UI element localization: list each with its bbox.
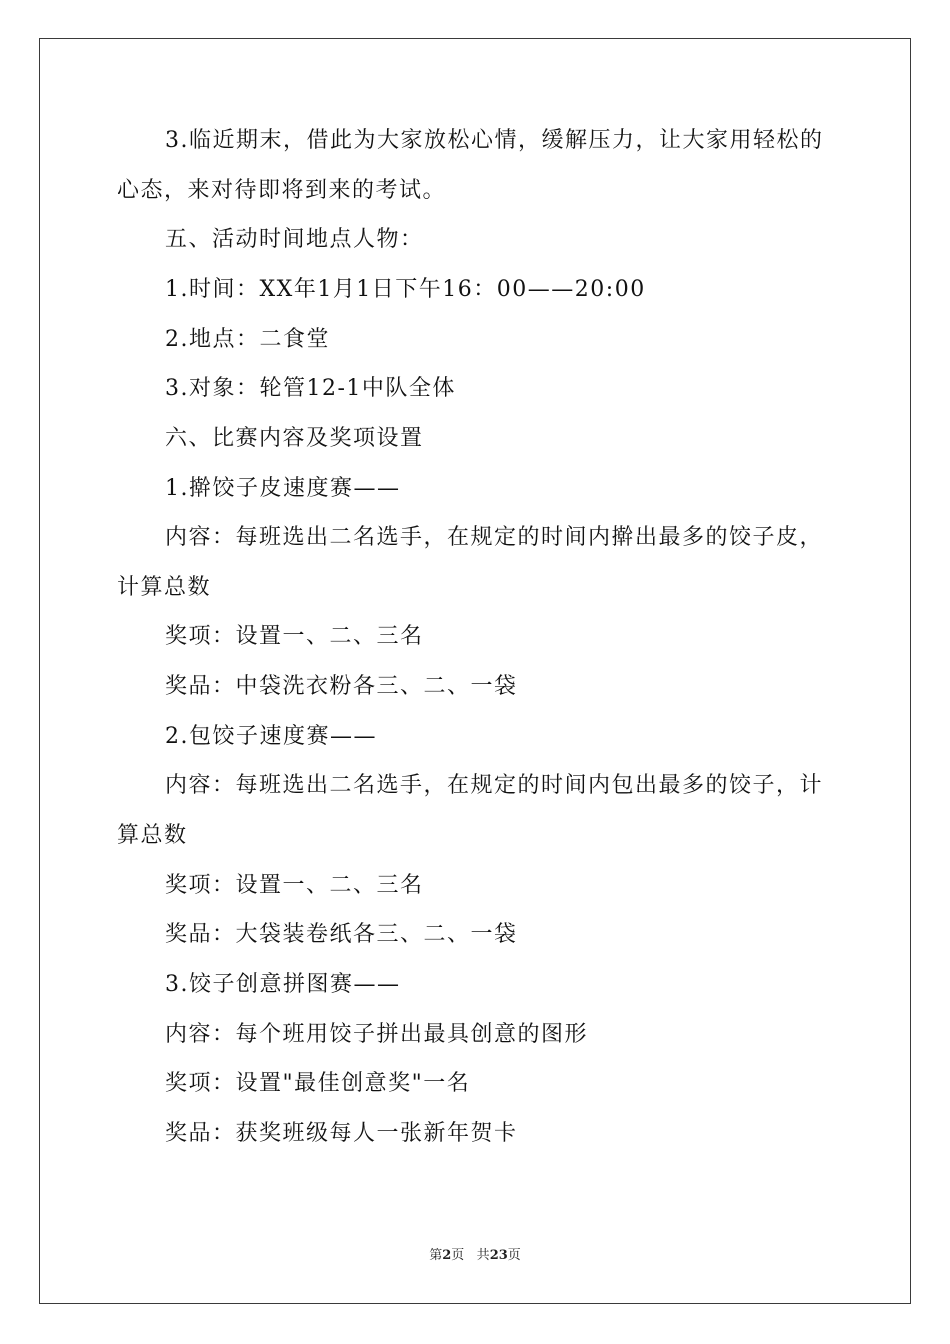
paragraph-line: 奖项：设置一、二、三名 bbox=[165, 624, 424, 649]
paragraph-line: 奖品：大袋装卷纸各三、二、一袋 bbox=[165, 922, 518, 947]
paragraph-line: 奖品：中袋洗衣粉各三、二、一袋 bbox=[165, 674, 518, 699]
paragraph-line: 3.饺子创意拼图赛—— bbox=[165, 972, 401, 997]
paragraph-line: 奖项：设置一、二、三名 bbox=[165, 873, 424, 898]
footer-total-unit: 页 bbox=[507, 1248, 521, 1263]
footer-total-prefix: 共 bbox=[476, 1248, 490, 1263]
section-heading: 六、比赛内容及奖项设置 bbox=[165, 426, 424, 451]
paragraph-line: 计算总数 bbox=[117, 575, 212, 600]
paragraph-line: 3.临近期末，借此为大家放松心情，缓解压力，让大家用轻松的 bbox=[165, 128, 824, 153]
paragraph-line: 2.地点：二食堂 bbox=[165, 327, 330, 352]
footer-page-unit: 页 bbox=[451, 1248, 465, 1263]
paragraph-line: 2.包饺子速度赛—— bbox=[165, 724, 377, 749]
total-page-count: 23 bbox=[489, 1248, 508, 1263]
footer-prefix: 第 bbox=[429, 1248, 443, 1263]
paragraph-line: 奖项：设置"最佳创意奖"一名 bbox=[165, 1071, 471, 1096]
section-heading: 五、活动时间地点人物： bbox=[165, 227, 424, 252]
paragraph-line: 1.时间：XX年1月1日下午16：00——20:00 bbox=[165, 277, 646, 302]
paragraph-line: 内容：每班选出二名选手，在规定的时间内擀出最多的饺子皮， bbox=[165, 525, 824, 550]
paragraph-line: 3.对象：轮管12-1中队全体 bbox=[165, 376, 456, 401]
current-page-number: 2 bbox=[442, 1248, 452, 1263]
page-footer bbox=[0, 1248, 950, 1264]
paragraph-line: 1.擀饺子皮速度赛—— bbox=[165, 476, 401, 501]
paragraph-line: 算总数 bbox=[117, 823, 188, 848]
paragraph-line: 奖品：获奖班级每人一张新年贺卡 bbox=[165, 1121, 518, 1146]
paragraph-line: 内容：每个班用饺子拼出最具创意的图形 bbox=[165, 1022, 589, 1047]
paragraph-line: 心态，来对待即将到来的考试。 bbox=[117, 178, 447, 203]
paragraph-line: 内容：每班选出二名选手，在规定的时间内包出最多的饺子，计 bbox=[165, 773, 824, 798]
